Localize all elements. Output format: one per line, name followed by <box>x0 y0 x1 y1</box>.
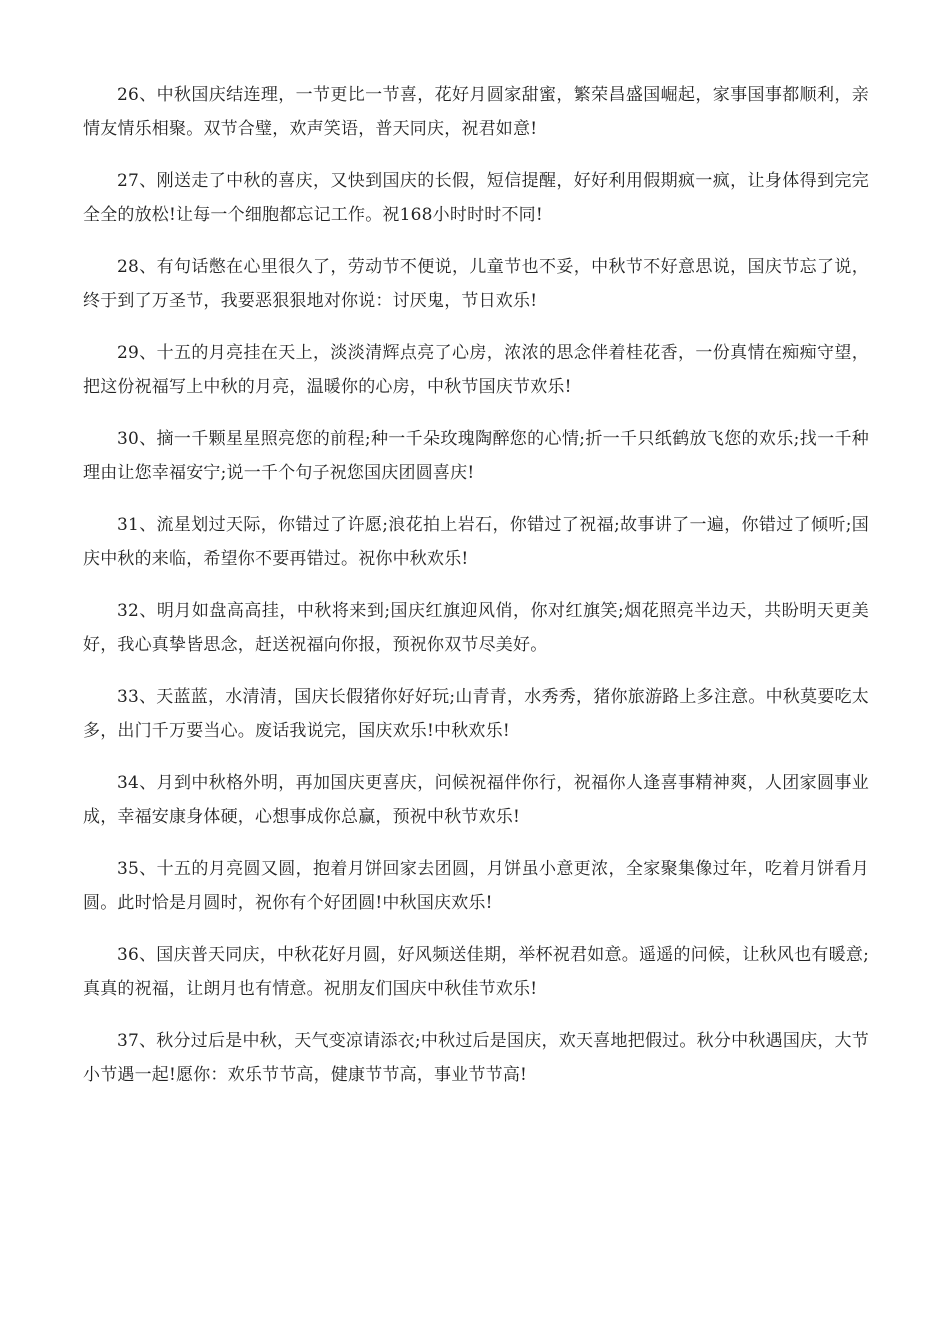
paragraph-32: 32、明月如盘高高挂，中秋将来到;国庆红旗迎风俏，你对红旗笑;烟花照亮半边天，共盼明天更美好，我心真挚皆思念，赶送祝福向你报，预祝你双节尽美好。 <box>83 601 869 655</box>
document-body <box>83 78 869 1110</box>
paragraph-30: 30、摘一千颗星星照亮您的前程;种一千朵玫瑰陶醉您的心情;折一千只纸鹤放飞您的欢乐;找一千种理由让您幸福安宁;说一千个句子祝您国庆团圆喜庆! <box>83 429 869 483</box>
paragraph-34: 34、月到中秋格外明，再加国庆更喜庆，问候祝福伴你行，祝福你人逢喜事精神爽，人团家圆事业成，幸福安康身体硬，心想事成你总赢，预祝中秋节欢乐! <box>83 773 869 827</box>
paragraph-26: 26、中秋国庆结连理，一节更比一节喜，花好月圆家甜蜜，繁荣昌盛国崛起，家事国事都顺利，亲情友情乐相聚。双节合璧，欢声笑语，普天同庆，祝君如意! <box>83 85 869 139</box>
paragraph-29: 29、十五的月亮挂在天上，淡淡清辉点亮了心房，浓浓的思念伴着桂花香，一份真情在痴痴守望，把这份祝福写上中秋的月亮，温暖你的心房，中秋节国庆节欢乐! <box>83 343 869 397</box>
paragraph-33: 33、天蓝蓝，水清清，国庆长假猪你好好玩;山青青，水秀秀，猪你旅游路上多注意。中秋莫要吃太多，出门千万要当心。废话我说完，国庆欢乐!中秋欢乐! <box>83 687 869 741</box>
paragraph-27: 27、刚送走了中秋的喜庆，又快到国庆的长假，短信提醒，好好利用假期疯一疯，让身体得到完完全全的放松!让每一个细胞都忘记工作。祝168小时时时不同! <box>83 171 869 225</box>
paragraph-31: 31、流星划过天际，你错过了许愿;浪花拍上岩石，你错过了祝福;故事讲了一遍，你错过了倾听;国庆中秋的来临，希望你不要再错过。祝你中秋欢乐! <box>83 515 869 569</box>
paragraph-35: 35、十五的月亮圆又圆，抱着月饼回家去团圆，月饼虽小意更浓，全家聚集像过年，吃着月饼看月圆。此时恰是月圆时，祝你有个好团圆!中秋国庆欢乐! <box>83 859 869 913</box>
paragraph-36: 36、国庆普天同庆，中秋花好月圆，好风频送佳期，举杯祝君如意。遥遥的问候，让秋风也有暖意;真真的祝福，让朗月也有情意。祝朋友们国庆中秋佳节欢乐! <box>83 945 869 999</box>
paragraph-28: 28、有句话憋在心里很久了，劳动节不便说，儿童节也不妥，中秋节不好意思说，国庆节忘了说，终于到了万圣节，我要恶狠狠地对你说：讨厌鬼，节日欢乐! <box>83 257 869 311</box>
paragraph-37: 37、秋分过后是中秋，天气变凉请添衣;中秋过后是国庆，欢天喜地把假过。秋分中秋遇国庆，大节小节遇一起!愿你：欢乐节节高，健康节节高，事业节节高! <box>83 1031 869 1085</box>
